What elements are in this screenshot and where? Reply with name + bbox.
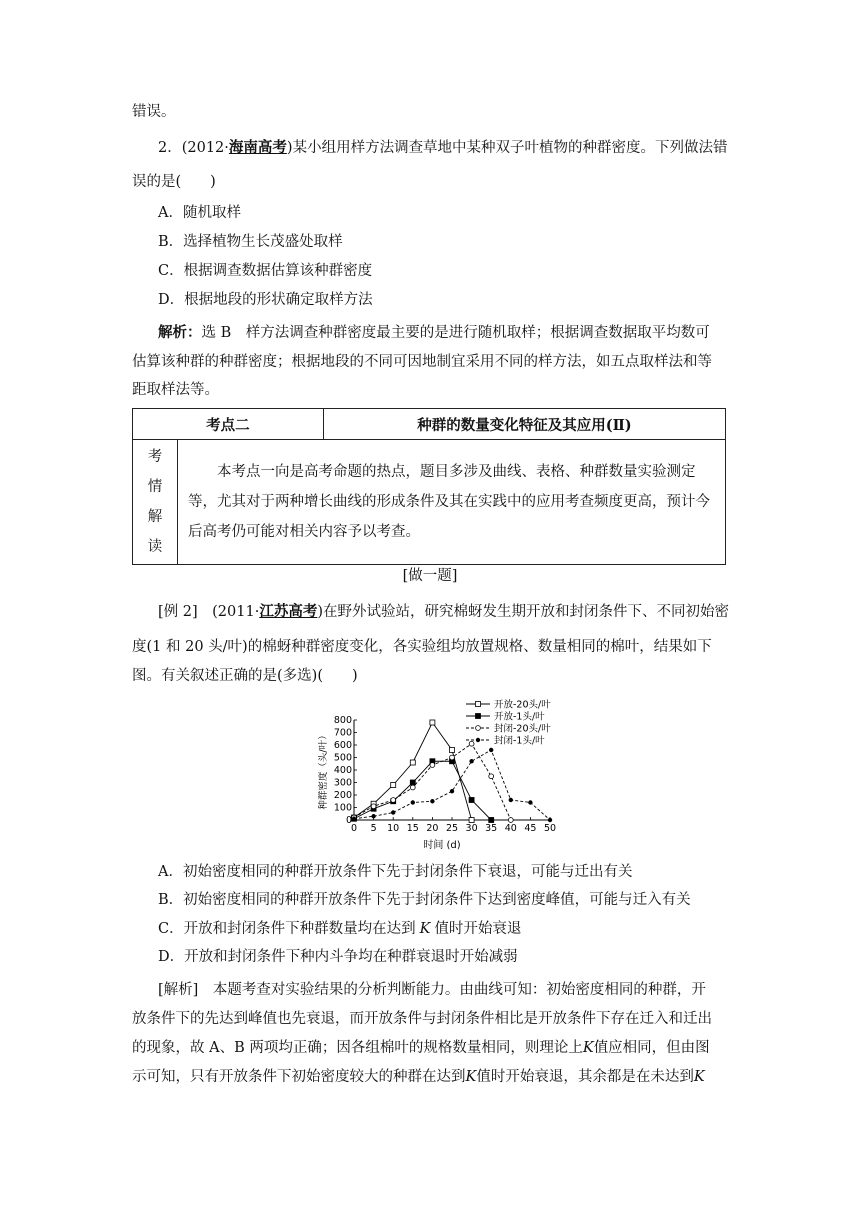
data-point [489, 818, 494, 823]
section-heading: [做一题] [402, 568, 458, 584]
question-2-option-a: A．随机取样 [158, 205, 241, 221]
legend-label: 开放-1头/叶 [494, 711, 545, 723]
question-2-option-c: C．根据调查数据估算该种群密度 [158, 263, 373, 279]
question-2-line2: 误的是( ) [132, 174, 216, 190]
analysis-line4: 示可知，只有开放条件下初始密度较大的种群在达到K值时开始衰退，其余都是在未达到K [132, 1069, 705, 1085]
x-tick-label: 15 [406, 823, 419, 834]
key-point-description: 本考点一向是高考命题的热点，题目多涉及曲线、表格、种群数量实验测定等，尤其对于两种增长曲线的形成条件及其在实践中的应用考查频度更高，预计今后高考仍可能对相关内容予以考查。 [178, 440, 726, 565]
example-2-line1 [158, 602, 729, 622]
y-tick-label: 500 [333, 752, 352, 764]
y-tick-label: 0 [345, 815, 352, 826]
example-2-line2: 度(1 和 20 头/叶)的棉蚜种群密度变化，各实验组均放置规格、数量相同的棉叶，结果如下 [132, 639, 712, 655]
data-point [430, 720, 435, 725]
question-2-answer-line2: 估算该种群的种群密度；根据地段的不同可因地制宜采用不同的样方法，如五点取样法和等 [132, 354, 712, 370]
example-2-option-b: B．初始密度相同的种群开放条件下先于封闭条件下达到密度峰值，可能与迁入有关 [158, 892, 691, 908]
y-tick-label: 300 [333, 777, 352, 789]
answer-label: 解析： [158, 324, 202, 341]
y-axis-title: 种群密度（头/叶） [318, 730, 329, 810]
data-point [489, 748, 493, 752]
x-tick-label: 5 [370, 823, 377, 834]
key-point-table [132, 408, 726, 565]
x-tick-label: 25 [445, 823, 459, 834]
question-2-answer-line3: 距取样法等。 [132, 382, 219, 398]
data-point [391, 783, 396, 788]
x-tick-label: 10 [387, 823, 400, 834]
population-density-chart [318, 694, 578, 854]
data-point [489, 774, 494, 779]
example-2-option-c: C．开放和封闭条件下种群数量均在达到 K 值时开始衰退 [158, 921, 522, 937]
y-tick-label: 100 [333, 802, 352, 814]
data-point [476, 738, 480, 742]
example-2-option-a: A．初始密度相同的种群开放条件下先于封闭条件下衰退，可能与迁出有关 [158, 864, 633, 880]
key-point-side-label: 考 情 解 读 [133, 440, 178, 565]
data-point [469, 818, 474, 823]
data-point [450, 789, 454, 793]
key-point-title: 种群的数量变化特征及其应用(Ⅱ) [323, 409, 725, 440]
question-2-option-b: B．选择植物生长茂盛处取样 [158, 234, 343, 250]
x-tick-label: 50 [543, 823, 557, 834]
analysis-label: [解析] [158, 982, 199, 998]
data-point [411, 801, 415, 805]
data-point [431, 799, 435, 803]
question-2-option-d: D．根据地段的形状确定取样方法 [158, 292, 373, 308]
x-tick-label: 45 [524, 823, 537, 834]
y-tick-label: 600 [333, 740, 352, 751]
data-point [410, 785, 415, 790]
x-tick-label: 20 [426, 823, 439, 834]
data-point [476, 702, 481, 707]
x-tick-label: 40 [504, 823, 517, 834]
data-point [391, 811, 395, 815]
data-point [470, 759, 474, 763]
x-tick-label: 30 [465, 823, 478, 834]
data-point [450, 755, 455, 760]
data-point [476, 726, 481, 731]
y-tick-label: 800 [333, 715, 352, 726]
question-2-number: 2．(2012· [158, 140, 229, 156]
legend-label: 封闭-1头/叶 [494, 735, 545, 747]
x-tick-label: 0 [350, 823, 358, 834]
data-point [548, 818, 552, 822]
y-tick-label: 200 [333, 790, 352, 801]
y-tick-label: 700 [333, 727, 352, 739]
data-point [372, 814, 376, 818]
x-axis-title: 时间 (d) [423, 840, 461, 851]
example-2-option-d: D．开放和封闭条件下种内斗争均在种群衰退时开始减弱 [158, 949, 518, 965]
example-2-line3: 图。有关叙述正确的是(多选)( ) [132, 668, 358, 684]
data-point [450, 748, 455, 753]
data-point [430, 763, 435, 768]
fragment-text: 错误。 [132, 104, 176, 120]
data-point [509, 798, 513, 802]
data-point [469, 741, 474, 746]
example-2-text: )在野外试验站，研究棉蚜发生期开放和封闭条件下、不同初始密 [317, 604, 729, 620]
data-point [410, 760, 415, 765]
question-2-text: )某小组用样方法调查草地中某种双子叶植物的种群密度。下列做法错 [286, 140, 728, 156]
key-point-number: 考点二 [133, 409, 324, 440]
data-point [508, 818, 513, 823]
x-tick-label: 35 [485, 823, 498, 834]
example-2-head: [例 2] (2011· [158, 604, 260, 620]
data-point [476, 714, 481, 719]
data-point [391, 798, 396, 803]
data-point [410, 780, 415, 785]
data-point [371, 804, 376, 809]
analysis-line2: 放条件下的先达到峰值也先衰退，而开放条件与封闭条件相比是开放条件下存在迁入和迁出 [132, 1011, 712, 1027]
series-line [352, 759, 494, 823]
data-point [529, 801, 533, 805]
y-tick-label: 400 [333, 765, 352, 776]
analysis-line1: [解析] 本题考查对实验结果的分析判断能力。由曲线可知：初始密度相同的种群，开 [158, 982, 706, 998]
analysis-line3: 的现象，故 A、B 两项均正确；因各组棉叶的规格数量相同，则理论上K值应相同，但由图 [132, 1040, 710, 1056]
chart-legend [466, 699, 551, 747]
question-2-source: 海南高考 [228, 139, 287, 156]
data-point [352, 817, 356, 821]
data-point [469, 798, 474, 803]
series-line [352, 720, 475, 823]
series-path [354, 744, 511, 820]
answer-text: 选 B 样方法调查种群密度最主要的是进行随机取样；根据调查数据取平均数可 [201, 325, 710, 341]
example-2-source: 江苏高考 [259, 603, 318, 620]
question-2-line1 [158, 138, 728, 158]
legend-label: 开放-20头/叶 [494, 699, 551, 711]
question-2-answer-line1 [158, 323, 710, 343]
legend-label: 封闭-20头/叶 [494, 723, 551, 735]
